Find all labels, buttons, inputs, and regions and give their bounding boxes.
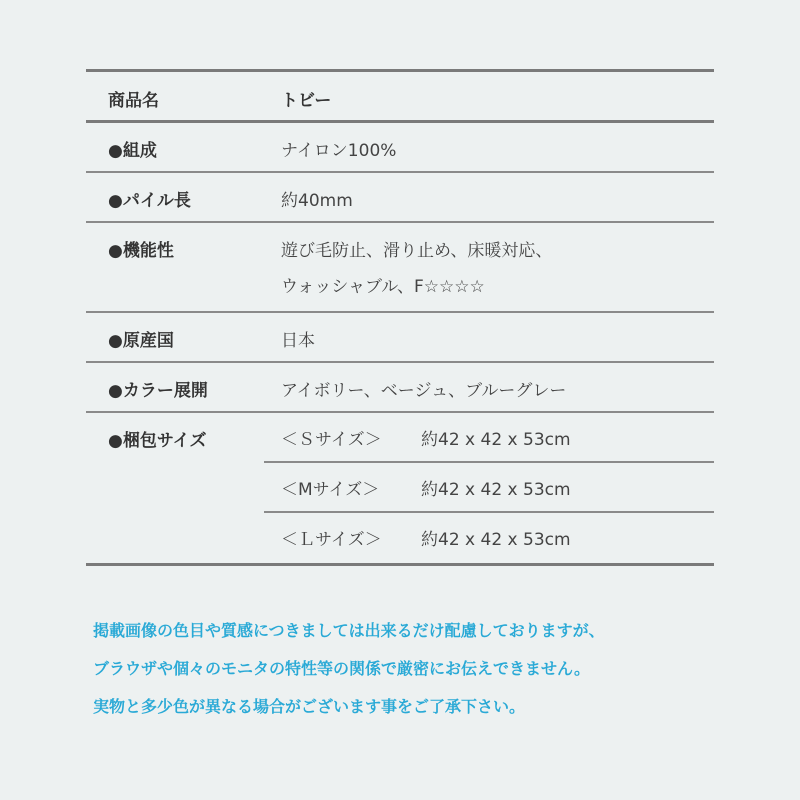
size-name: ＜Ｌサイズ＞ xyxy=(281,530,382,550)
spec-row-origin xyxy=(86,313,714,363)
spec-value xyxy=(264,223,714,311)
size-name: ＜Ｓサイズ＞ xyxy=(281,430,382,450)
size-name: ＜Mサイズ＞ xyxy=(281,480,380,500)
spec-value-line: ナイロン100% xyxy=(281,141,397,161)
disclaimer-line: 掲載画像の色目や質感につきましては出来るだけ配慮しておりますが、 xyxy=(93,621,605,640)
spec-table xyxy=(86,69,714,566)
spec-value-line: アイボリー、ベージュ、ブルーグレー xyxy=(281,381,567,401)
spec-label: ●組成 xyxy=(108,141,157,161)
product-name-row xyxy=(86,72,714,123)
spec-label: ●原産国 xyxy=(108,331,174,351)
package-size-list xyxy=(264,413,714,563)
spec-row-features xyxy=(86,223,714,313)
spec-label: ●パイル長 xyxy=(108,191,191,211)
product-name-value: トビー xyxy=(281,91,332,111)
spec-value-line: 約40mm xyxy=(281,191,353,211)
size-dimensions: 約42 x 42 x 53cm xyxy=(421,530,571,550)
spec-value xyxy=(264,173,714,221)
spec-value xyxy=(264,123,714,171)
spec-label: ●梱包サイズ xyxy=(108,431,207,451)
disclaimer-line: ブラウザや個々のモニタの特性等の関係で厳密にお伝えできません。 xyxy=(93,659,590,678)
package-size-item xyxy=(264,463,714,513)
spec-label: ●カラー展開 xyxy=(108,381,208,401)
spec-row-pile-length xyxy=(86,173,714,223)
package-size-item xyxy=(264,413,714,463)
spec-row-package-size xyxy=(86,413,714,563)
spec-label: ●機能性 xyxy=(108,241,174,261)
spec-row-colors xyxy=(86,363,714,413)
spec-value-line: 日本 xyxy=(281,331,315,351)
spec-value-line: 遊び毛防止、滑り止め、床暖対応、 xyxy=(281,241,553,261)
package-size-item xyxy=(264,513,714,563)
color-disclaimer xyxy=(93,612,733,726)
spec-value-line: ウォッシャブル、F☆☆☆☆ xyxy=(281,277,485,297)
size-dimensions: 約42 x 42 x 53cm xyxy=(421,430,571,450)
spec-row-composition xyxy=(86,123,714,173)
spec-value xyxy=(264,363,714,411)
size-dimensions: 約42 x 42 x 53cm xyxy=(421,480,571,500)
spec-value xyxy=(264,313,714,361)
product-name-label: 商品名 xyxy=(108,91,159,111)
disclaimer-line: 実物と多少色が異なる場合がございます事をご了承下さい。 xyxy=(93,697,526,716)
